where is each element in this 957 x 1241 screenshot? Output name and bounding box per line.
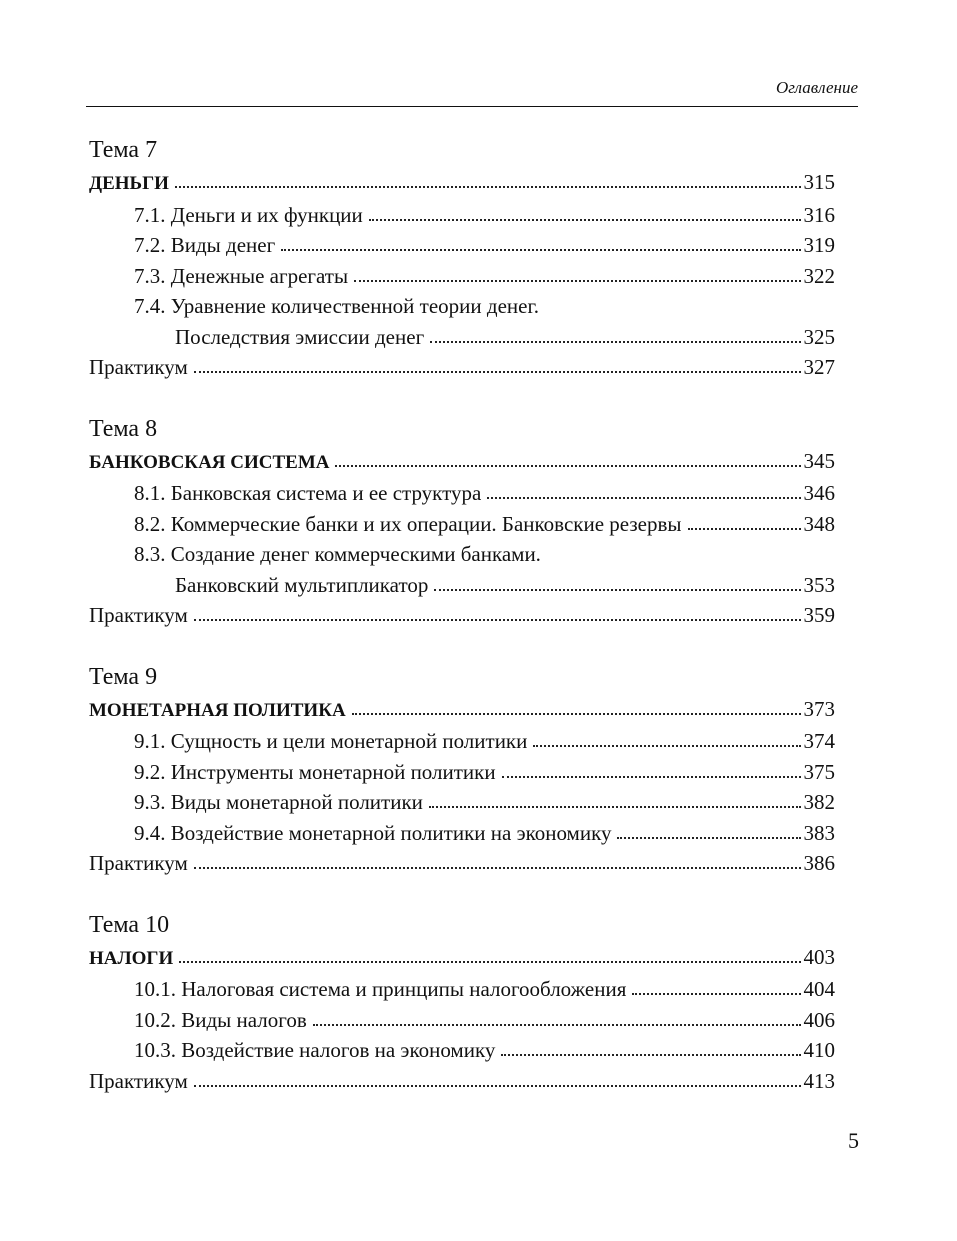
section-title: Банковский мультипликатор xyxy=(175,572,429,597)
page-ref: 348 xyxy=(803,511,835,536)
topic-label: Тема 9 xyxy=(89,663,158,690)
practicum-entry[interactable] xyxy=(89,352,835,383)
section-title: 7.3. Денежные агрегаты xyxy=(134,263,349,288)
practicum-title: Практикум xyxy=(89,603,188,627)
page-ref: 383 xyxy=(803,820,835,845)
section-title: 9.4. Воздействие монетарной политики на экономику xyxy=(134,820,612,845)
section-entry-continued[interactable] xyxy=(89,570,835,601)
section-title: 7.1. Деньги и их функции xyxy=(134,202,363,227)
page-number: 5 xyxy=(848,1128,859,1153)
practicum-entry[interactable] xyxy=(89,848,835,879)
dot-leader xyxy=(688,521,801,531)
page-ref: 410 xyxy=(803,1038,835,1062)
practicum-title: Практикум xyxy=(89,1068,188,1093)
section-entry[interactable] xyxy=(89,726,835,757)
chapter-title: ДЕНЬГИ xyxy=(89,173,169,194)
dot-leader xyxy=(502,769,801,779)
dot-leader xyxy=(281,242,800,252)
page-ref: 353 xyxy=(803,572,835,597)
dot-leader xyxy=(335,458,800,468)
section-entry[interactable] xyxy=(89,1005,835,1036)
section-title: 10.2. Виды налогов xyxy=(134,1007,307,1032)
page-ref: 325 xyxy=(803,324,835,349)
dot-leader xyxy=(487,490,800,500)
page-ref: 327 xyxy=(803,355,835,379)
topic-7 xyxy=(89,133,835,383)
dot-leader xyxy=(313,1017,801,1027)
chapter-entry[interactable] xyxy=(89,942,835,975)
dot-leader xyxy=(352,706,801,716)
section-title: 8.1. Банковская система и ее структура xyxy=(134,481,482,505)
section-entry[interactable] xyxy=(89,509,835,540)
dot-leader xyxy=(194,612,801,622)
dot-leader xyxy=(354,273,800,283)
dot-leader xyxy=(369,212,801,222)
page-ref: 382 xyxy=(803,790,835,814)
chapter-entry[interactable] xyxy=(89,167,835,200)
page-ref: 315 xyxy=(803,170,835,194)
section-entry[interactable] xyxy=(89,818,835,849)
header-rule xyxy=(86,106,858,107)
page-ref: 373 xyxy=(803,696,835,721)
page-ref: 319 xyxy=(803,233,835,257)
practicum-entry[interactable] xyxy=(89,1066,835,1097)
section-title: Последствия эмиссии денег xyxy=(175,324,425,349)
chapter-entry[interactable] xyxy=(89,694,835,727)
page-ref: 404 xyxy=(803,977,835,1001)
section-entry[interactable] xyxy=(89,757,835,788)
section-entry-continued[interactable] xyxy=(89,322,835,353)
dot-leader xyxy=(194,860,801,870)
page-ref: 316 xyxy=(803,202,835,227)
page-ref: 359 xyxy=(803,603,835,627)
section-title: 9.1. Сущность и цели монетарной политики xyxy=(134,729,528,753)
section-title: 10.1. Налоговая система и принципы налогообложения xyxy=(134,977,627,1001)
dot-leader xyxy=(194,364,801,374)
section-entry[interactable] xyxy=(89,230,835,261)
section-title: 9.2. Инструменты монетарной политики xyxy=(134,759,496,784)
topic-label: Тема 10 xyxy=(89,911,170,938)
dot-leader xyxy=(430,334,800,344)
page-ref: 403 xyxy=(803,944,835,969)
dot-leader xyxy=(179,954,800,964)
section-entry[interactable] xyxy=(89,200,835,231)
section-entry[interactable] xyxy=(89,974,835,1005)
section-entry[interactable] xyxy=(89,478,835,509)
page-ref: 386 xyxy=(803,851,835,875)
dot-leader xyxy=(501,1047,800,1057)
section-entry[interactable] xyxy=(89,261,835,292)
page-ref: 406 xyxy=(803,1007,835,1032)
dot-leader xyxy=(434,582,800,592)
page-ref: 346 xyxy=(803,481,835,505)
practicum-entry[interactable] xyxy=(89,600,835,631)
dot-leader xyxy=(194,1078,801,1088)
section-title: 9.3. Виды монетарной политики xyxy=(134,790,423,814)
section-entry[interactable] xyxy=(89,1035,835,1066)
section-title: 8.2. Коммерческие банки и их операции. Банковские резервы xyxy=(134,511,682,536)
running-head: Оглавление xyxy=(775,78,858,97)
practicum-title: Практикум xyxy=(89,355,188,379)
chapter-entry[interactable] xyxy=(89,446,835,479)
page-ref: 375 xyxy=(803,759,835,784)
page-ref: 413 xyxy=(803,1068,835,1093)
topic-9 xyxy=(89,660,835,879)
chapter-title: БАНКОВСКАЯ СИСТЕМА xyxy=(89,451,330,473)
section-entry[interactable] xyxy=(89,787,835,818)
dot-leader xyxy=(429,799,801,809)
table-of-contents xyxy=(89,133,835,1125)
topic-10 xyxy=(89,908,835,1097)
page-ref: 345 xyxy=(803,448,835,473)
topic-label: Тема 7 xyxy=(89,137,158,163)
dot-leader xyxy=(617,830,800,840)
section-title-line[interactable]: 8.3. Создание денег коммерческими банками. xyxy=(134,542,541,566)
topic-label: Тема 8 xyxy=(89,415,158,442)
section-title-line[interactable]: 7.4. Уравнение количественной теории денег. xyxy=(134,294,539,318)
dot-leader xyxy=(632,986,800,996)
practicum-title: Практикум xyxy=(89,851,188,875)
section-title: 7.2. Виды денег xyxy=(134,233,276,257)
section-title: 10.3. Воздействие налогов на экономику xyxy=(134,1038,496,1062)
chapter-title: НАЛОГИ xyxy=(89,947,174,969)
dot-leader xyxy=(533,738,800,748)
dot-leader xyxy=(175,179,801,189)
chapter-title: МОНЕТАРНАЯ ПОЛИТИКА xyxy=(89,699,346,721)
topic-8 xyxy=(89,412,835,631)
page-ref: 322 xyxy=(803,263,835,288)
page-ref: 374 xyxy=(803,729,835,753)
